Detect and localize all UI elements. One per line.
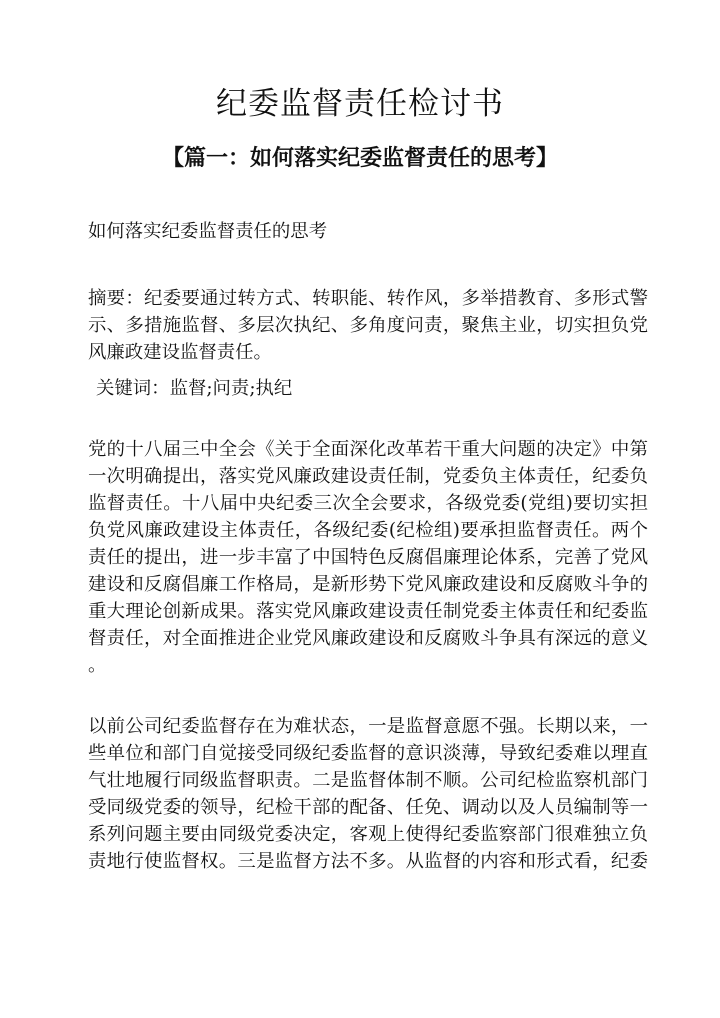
- paragraph-1-line: 党的十八届三中全会《关于全面深化改革若干重大问题的决定》中第: [88, 439, 648, 460]
- section-heading: 如何落实纪委监督责任的思考: [88, 221, 328, 242]
- paragraph-1-line: 负党风廉政建设主体责任，各级纪委(纪检组)要承担监督责任。两个: [88, 520, 648, 541]
- paragraph-1-line: 监督责任。十八届中央纪委三次全会要求，各级党委(党组)要切实担: [88, 493, 648, 514]
- paragraph-1-line: 一次明确提出，落实党风廉政建设责任制，党委负主体责任，纪委负: [88, 466, 648, 487]
- paragraph-1-line: 重大理论创新成果。落实党风廉政建设责任制党委主体责任和纪委监: [88, 601, 648, 622]
- abstract-line: 风廉政建设监督责任。: [88, 342, 272, 363]
- paragraph-1-line: 。: [88, 655, 107, 676]
- document-subtitle: 【篇一：如何落实纪委监督责任的思考】: [161, 146, 558, 171]
- paragraph-2-line: 责地行使监督权。三是监督方法不多。从监督的内容和形式看，纪委: [88, 851, 648, 872]
- paragraph-2-line: 受同级党委的领导，纪检干部的配备、任免、调动以及人员编制等一: [88, 797, 648, 818]
- keywords-line: 关键词：监督;问责;执纪: [96, 378, 293, 399]
- paragraph-1-line: 建设和反腐倡廉工作格局，是新形势下党风廉政建设和反腐败斗争的: [88, 574, 648, 595]
- abstract-line: 示、多措施监督、多层次执纪、多角度问责，聚焦主业，切实担负党: [88, 315, 648, 336]
- abstract-line: 摘要：纪委要通过转方式、转职能、转作风，多举措教育、多形式警: [88, 288, 648, 309]
- paragraph-1-line: 督责任，对全面推进企业党风廉政建设和反腐败斗争具有深远的意义: [88, 628, 648, 649]
- paragraph-2-line: 些单位和部门自觉接受同级纪委监督的意识淡薄，导致纪委难以理直: [88, 743, 648, 764]
- paragraph-2-line: 系列问题主要由同级党委决定，客观上使得纪委监察部门很难独立负: [88, 824, 648, 845]
- paragraph-2-line: 气壮地履行同级监督职责。二是监督体制不顺。公司纪检监察机部门: [88, 770, 648, 791]
- document-title: 纪委监督责任检讨书: [216, 86, 504, 122]
- paragraph-2-line: 以前公司纪委监督存在为难状态，一是监督意愿不强。长期以来，一: [88, 716, 648, 737]
- paragraph-1-line: 责任的提出，进一步丰富了中国特色反腐倡廉理论体系，完善了党风: [88, 547, 648, 568]
